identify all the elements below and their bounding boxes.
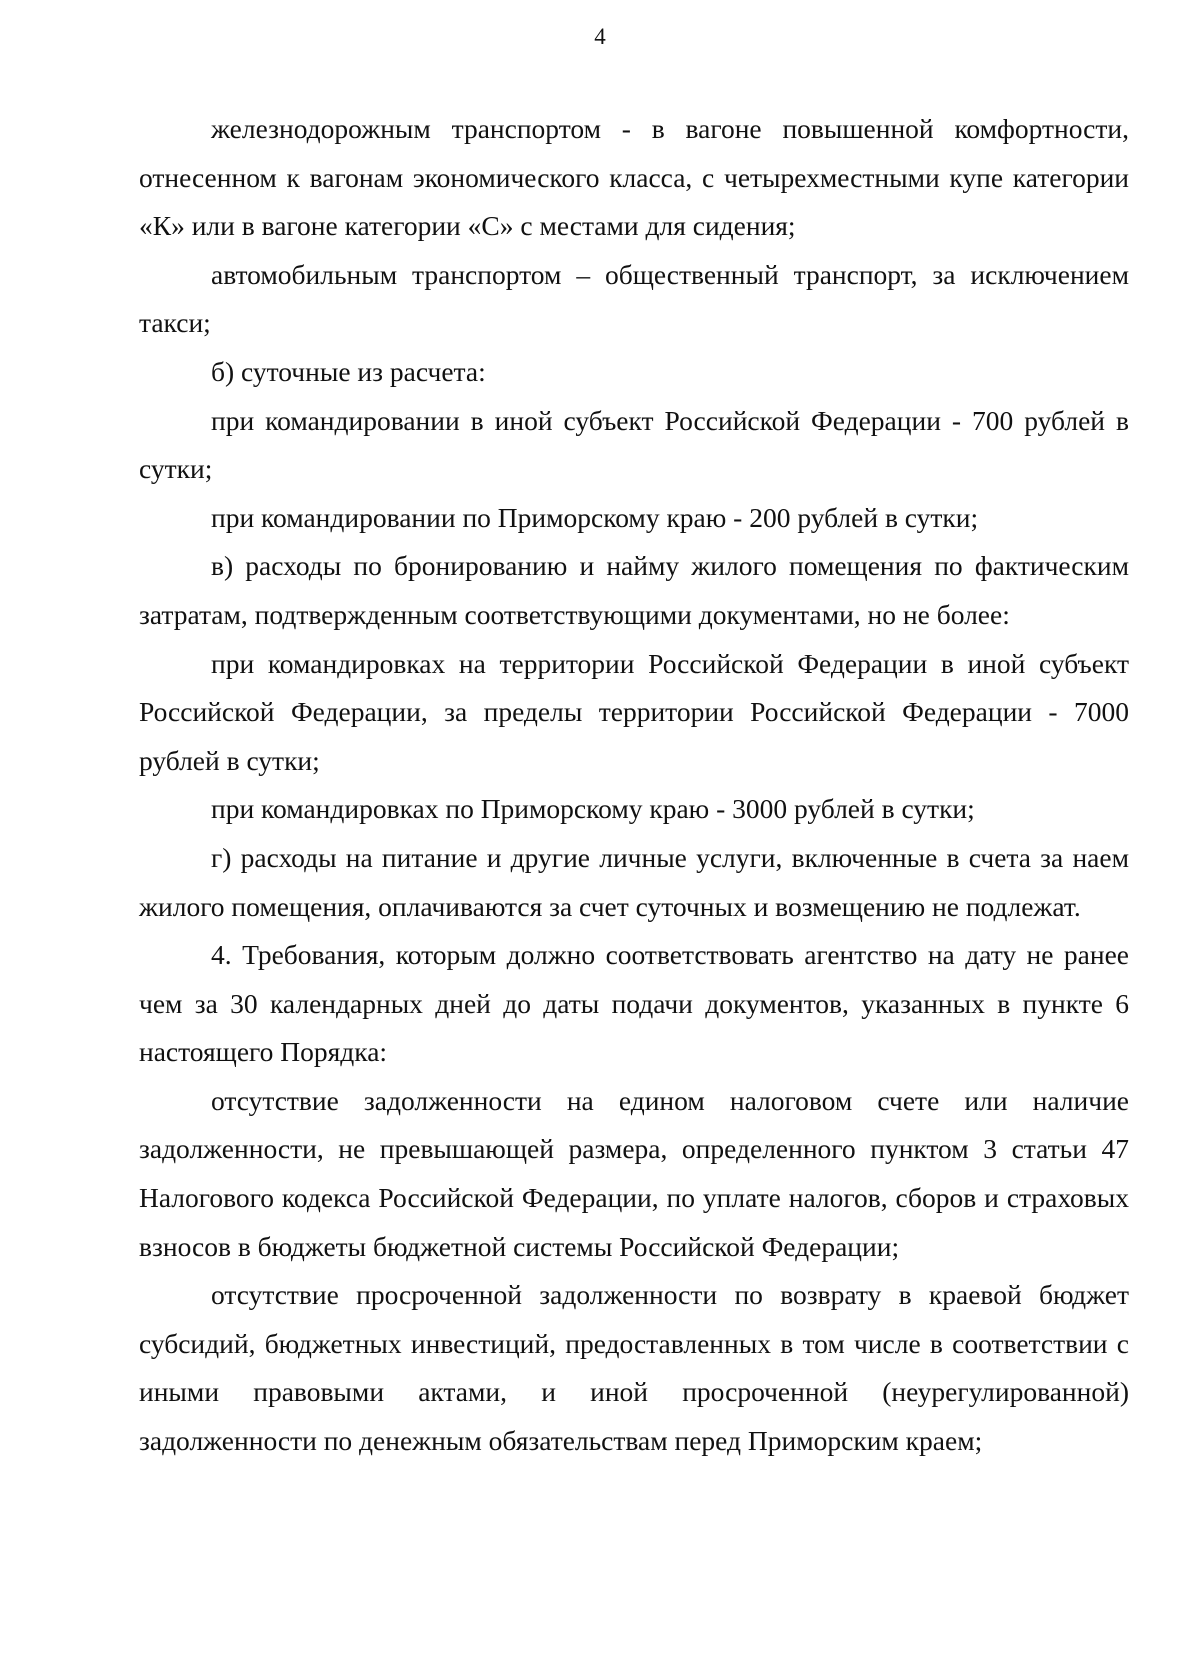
paragraph-accommodation-expenses: в) расходы по бронированию и найму жилого помещения по фактическим затратам, подтвержденным соответствующими документами, но не более: xyxy=(139,550,1129,630)
paragraph-road-transport: автомобильным транспортом – общественный транспорт, за исключением такси; xyxy=(139,258,1129,339)
paragraph-allowance-primorsky: при командировании по Приморскому краю - 200 рублей в сутки; xyxy=(211,501,979,533)
document-body xyxy=(139,105,1129,1466)
paragraph-accommodation-other-region: при командировках на территории Российской Федерации в иной субъект Российской Федерации, за пределы территории Российской Федерации - 7000 рублей в сутки; xyxy=(139,647,1129,776)
paragraph-no-overdue-debt: отсутствие просроченной задолженности по возврату в краевой бюджет субсидий, бюджетных инвестиций, предоставленных в том числе в соответствии с иными правовыми актами, и иной просроченной (неурегулированной) задолженности по денежным обязательствам перед Приморским краем; xyxy=(139,1279,1129,1457)
paragraph-meals-expenses: г) расходы на питание и другие личные услуги, включенные в счета за наем жилого помещения, оплачиваются за счет суточных и возмещению не подлежат. xyxy=(139,841,1129,922)
paragraph-allowance-other-region: при командировании в иной субъект Российской Федерации - 700 рублей в сутки; xyxy=(139,404,1129,485)
paragraph-rail-transport: железнодорожным транспортом - в вагоне повышенной комфортности, отнесенном к вагонам экономического класса, с четырехместными купе категории «К» или в вагоне категории «С» с местами для сидения; xyxy=(139,113,1129,242)
paragraph-daily-allowance: б) суточные из расчета: xyxy=(211,355,486,387)
page-number: 4 xyxy=(594,24,606,49)
paragraph-accommodation-primorsky: при командировках по Приморскому краю - 3000 рублей в сутки; xyxy=(211,793,975,825)
paragraph-no-tax-debt: отсутствие задолженности на едином налоговом счете или наличие задолженности, не превышающей размера, определенного пунктом 3 статьи 47 Налогового кодекса Российской Федерации, по уплате налогов, сборов и страховых взносов в бюджеты бюджетной системы Российской Федерации; xyxy=(139,1084,1129,1262)
paragraph-agency-requirements: 4. Требования, которым должно соответствовать агентство на дату не ранее чем за 30 календарных дней до даты подачи документов, указанных в пункте 6 настоящего Порядка: xyxy=(139,939,1129,1068)
